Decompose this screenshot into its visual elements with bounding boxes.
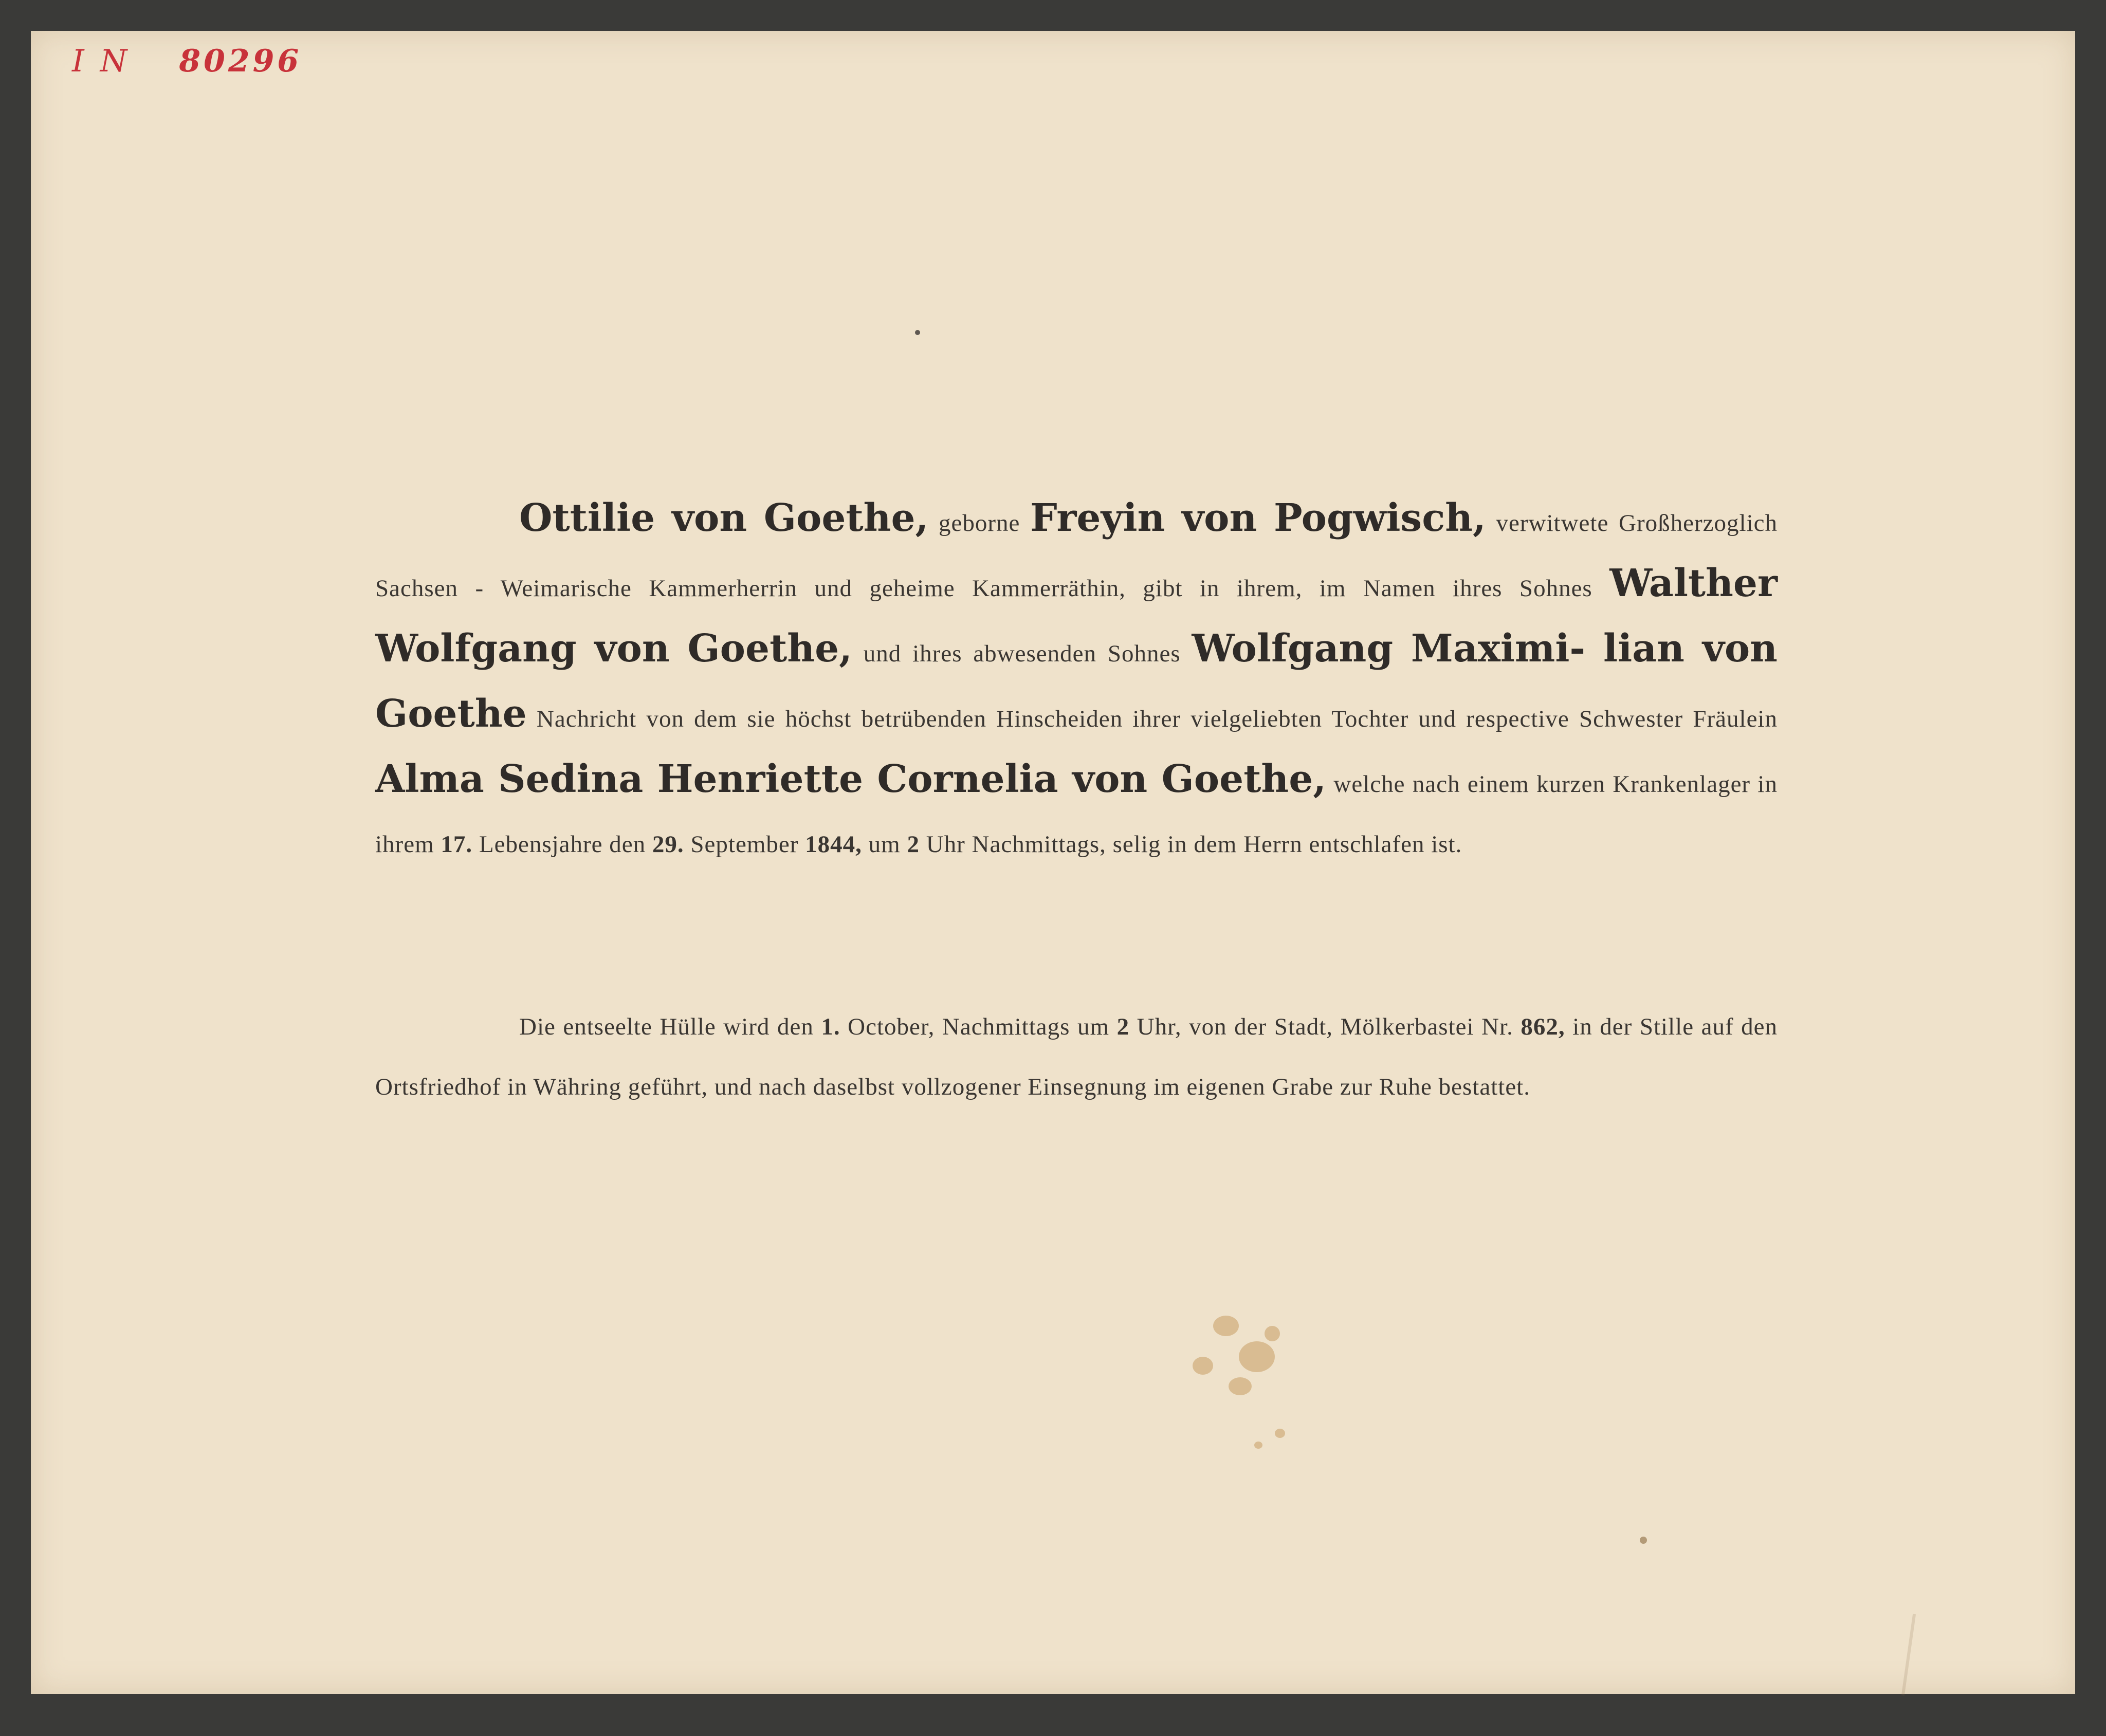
announcement-paragraph [375, 488, 1778, 875]
name-walther: Walther Wolfgang von Goethe, [375, 561, 1778, 671]
foxing-stain [1229, 1377, 1252, 1395]
foxing-stain [1213, 1316, 1239, 1336]
funeral-day: 1. [821, 1013, 840, 1040]
text-segment: in der Stille auf den Ortsfriedhof in Währing geführt, und nach daselbst vollzogener Einsegnung im eigenen Grabe zur Ruhe bestattet. [375, 1013, 1778, 1100]
text-segment: und ihres abwesenden Sohnes [852, 640, 1192, 667]
text-segment: September [684, 831, 805, 858]
inventory-number-value: 80296 [179, 43, 302, 79]
paper-crease [1901, 1614, 1916, 1695]
text-segment: Uhr Nachmittags, selig in dem Herrn entschlafen ist. [919, 831, 1462, 858]
name-wolfgang: Wolfgang Maximi- lian von Goethe [375, 626, 1778, 736]
text-segment: Nachricht von dem sie höchst betrübenden Hinscheiden ihrer vielgeliebten Tochter und respective Schwester Fräulein [526, 706, 1778, 732]
name-pogwisch: Freyin von Pogwisch, [1030, 496, 1486, 540]
death-year: 1844, [805, 831, 862, 858]
text-segment: welche nach einem kurzen Krankenlager in ihrem [375, 771, 1778, 858]
text-segment: verwitwete Großherzoglich Sachsen - Weimarische Kammerherrin und geheime Kammerräthin, gibt in ihrem, im Namen ihres Sohnes [375, 510, 1778, 602]
foxing-stain [1275, 1429, 1285, 1438]
death-date: 29. [652, 831, 684, 858]
funeral-paragraph [375, 997, 1778, 1117]
text-segment: Lebensjahre den [472, 831, 652, 858]
foxing-stain [1193, 1357, 1213, 1375]
funeral-notice-sheet [31, 31, 2075, 1694]
text-segment: geborne [928, 510, 1031, 537]
foxing-stain [1254, 1442, 1262, 1449]
house-number: 862, [1521, 1013, 1565, 1040]
text-segment: Uhr, von der Stadt, Mölkerbastei Nr. [1129, 1013, 1521, 1040]
inventory-prefix: I N [72, 43, 131, 79]
name-alma: Alma Sedina Henriette Cornelia von Goethe, [375, 757, 1327, 801]
foxing-stain [1239, 1341, 1275, 1372]
ink-dot [915, 330, 920, 335]
inventory-number [72, 43, 302, 79]
foxing-stain [1265, 1326, 1280, 1341]
death-hour: 2 [907, 831, 920, 858]
name-ottilie: Ottilie von Goethe, [519, 496, 929, 540]
foxing-stain [1640, 1537, 1647, 1544]
age-value: 17. [441, 831, 473, 858]
text-segment: um [862, 831, 907, 858]
text-segment: October, Nachmittags um [840, 1013, 1117, 1040]
text-segment: Die entseelte Hülle wird den [519, 1013, 821, 1040]
funeral-hour: 2 [1116, 1013, 1130, 1040]
